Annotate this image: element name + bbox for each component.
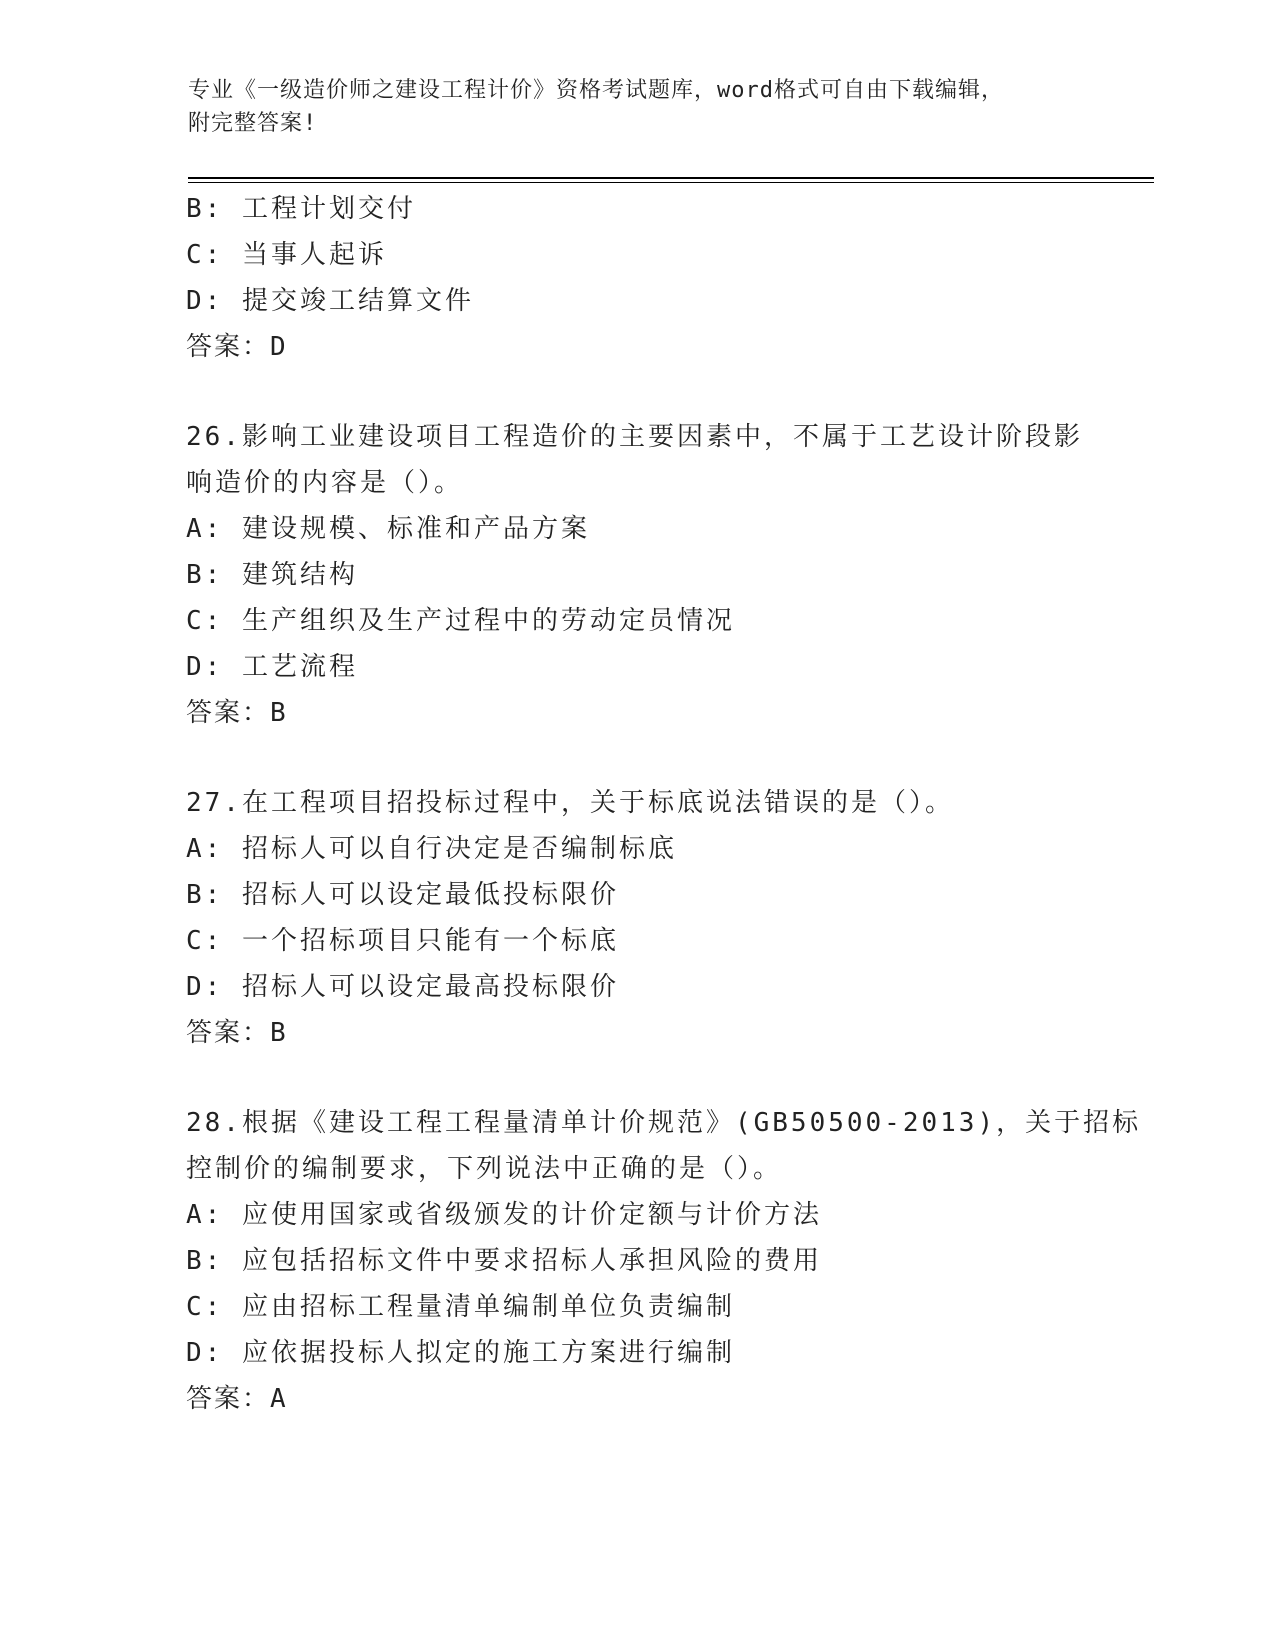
answer-line: 答案：A — [186, 1384, 288, 1414]
option-c: C: 应由招标工程量清单编制单位负责编制 — [186, 1292, 735, 1322]
question-block — [186, 414, 1086, 736]
option-d: D: 应依据投标人拟定的施工方案进行编制 — [186, 1338, 735, 1368]
option-b: B: 工程计划交付 — [186, 194, 416, 224]
option-d: D: 提交竣工结算文件 — [186, 286, 474, 316]
header-divider-thin — [188, 182, 1154, 183]
option-c: C: 生产组织及生产过程中的劳动定员情况 — [186, 606, 735, 636]
question-block — [186, 1100, 1142, 1422]
question-text-line-2: 控制价的编制要求，下列说法中正确的是（）。 — [186, 1154, 783, 1184]
option-a: A: 招标人可以自行决定是否编制标底 — [186, 834, 677, 864]
block-spacer — [186, 736, 1086, 780]
question-text-line-2: 响造价的内容是（）。 — [186, 468, 464, 498]
question-block — [186, 780, 1086, 1056]
question-text-line-1: 28.根据《建设工程工程量清单计价规范》(GB50500-2013)，关于招标 — [186, 1108, 1142, 1138]
answer-line: 答案：B — [186, 698, 288, 728]
answer-line: 答案：B — [186, 1018, 288, 1048]
option-d: D: 工艺流程 — [186, 652, 358, 682]
question-block — [186, 186, 1086, 370]
header-line-2: 附完整答案! — [188, 111, 318, 136]
page-header — [188, 74, 1068, 140]
question-text-line-1: 27.在工程项目招投标过程中，关于标底说法错误的是（）。 — [186, 788, 954, 818]
option-c: C: 当事人起诉 — [186, 240, 387, 270]
option-b: B: 招标人可以设定最低投标限价 — [186, 880, 619, 910]
question-list — [186, 186, 1142, 1422]
question-text-line-1: 26.影响工业建设项目工程造价的主要因素中，不属于工艺设计阶段影 — [186, 422, 1083, 452]
option-c: C: 一个招标项目只能有一个标底 — [186, 926, 619, 956]
option-a: A: 建设规模、标准和产品方案 — [186, 514, 590, 544]
block-spacer — [186, 370, 1086, 414]
header-divider-thick — [188, 177, 1154, 179]
block-spacer — [186, 1056, 1086, 1100]
header-line-1: 专业《一级造价师之建设工程计价》资格考试题库，word格式可自由下载编辑， — [188, 78, 1004, 103]
option-d: D: 招标人可以设定最高投标限价 — [186, 972, 619, 1002]
answer-line: 答案：D — [186, 332, 288, 362]
option-b: B: 建筑结构 — [186, 560, 358, 590]
option-b: B: 应包括招标文件中要求招标人承担风险的费用 — [186, 1246, 822, 1276]
option-a: A: 应使用国家或省级颁发的计价定额与计价方法 — [186, 1200, 822, 1230]
